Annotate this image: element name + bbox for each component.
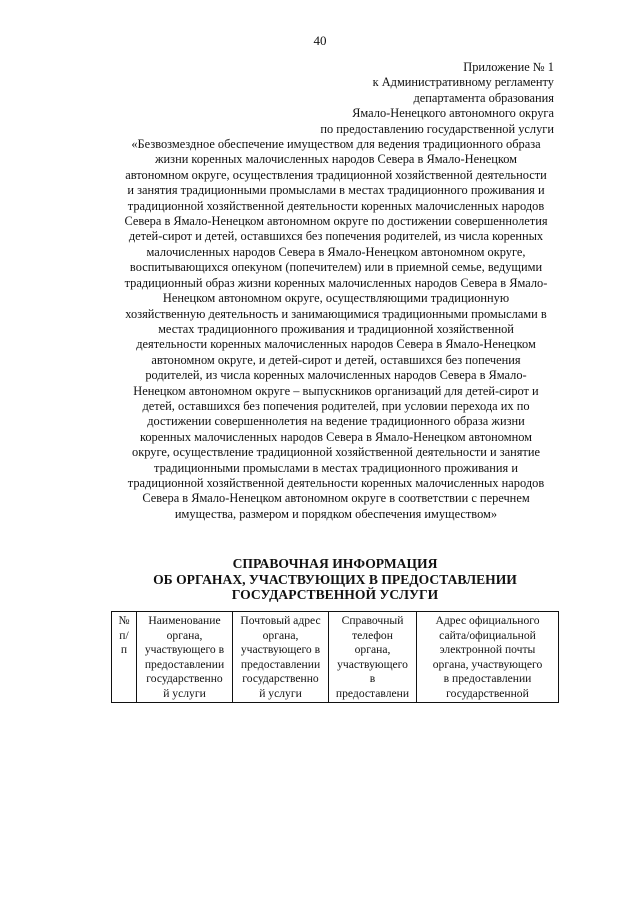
service-name-line: автономном округе, и детей-сирот и детей, оставшихся без попечения	[151, 352, 521, 367]
header-cell-organ-name: Наименование органа, участвующего в предоставлении государственно й услуги	[137, 612, 233, 703]
header-cell-postal-address: Почтовый адрес органа, участвующего в предоставлении государственно й услуги	[233, 612, 329, 703]
appendix-line: по предоставлению государственной услуги	[320, 121, 554, 136]
service-name-line: Ненецком автономном округе, осуществляющими традиционную	[162, 291, 510, 306]
appendix-line: к Административному регламенту	[372, 75, 554, 90]
service-name-line: Ненецком автономном округе – выпускников организаций для детей-сирот и	[133, 383, 539, 398]
service-name-line: детей-сирот и детей, оставшихся без попечения родителей, из числа коренных	[128, 229, 544, 244]
service-name-line: Севера в Ямало-Ненецком автономном округе по достижении совершеннолетия	[124, 214, 548, 229]
service-name-line: традиционной хозяйственной деятельности коренных малочисленных народов	[127, 198, 545, 213]
reference-title-line: ГОСУДАРСТВЕННОЙ УСЛУГИ	[231, 587, 439, 602]
service-name	[118, 137, 554, 522]
service-name-line: автономном округе, осуществления традиционной хозяйственной деятельности	[125, 167, 547, 182]
header-cell-number: № п/ п	[112, 612, 137, 703]
reference-title	[120, 556, 550, 603]
reference-title-line: СПРАВОЧНАЯ ИНФОРМАЦИЯ	[232, 556, 438, 571]
table-header-row	[112, 612, 559, 703]
appendix-line: Приложение № 1	[463, 60, 554, 74]
service-name-line: достижении совершеннолетия на ведение традиционного образа жизни	[147, 414, 525, 429]
service-name-line: воспитывающихся опекуном (попечителем) или в приемной семье, ведущими	[129, 260, 543, 275]
service-name-line: традиционной хозяйственной деятельности коренных малочисленных народов	[127, 475, 545, 490]
service-name-line: местах традиционного проживания и традиционной хозяйственной	[158, 321, 514, 336]
agencies-table	[111, 611, 559, 703]
service-name-line: Севера в Ямало-Ненецком автономном округе в соответствии с перечнем	[142, 491, 530, 506]
service-name-line: и занятия традиционными промыслами в местах традиционного проживания и	[127, 183, 545, 198]
service-name-line: коренных малочисленных народов Севера в Ямало-Ненецком автономном	[139, 429, 533, 444]
service-name-line: родителей, из числа коренных малочисленных народов Севера в Ямало-	[145, 368, 527, 383]
service-name-line: жизни коренных малочисленных народов Севера в Ямало-Ненецком	[154, 152, 518, 167]
service-name-line: хозяйственную деятельность и занимающимися традиционными промыслами в	[125, 306, 547, 321]
service-name-line: традиционными промыслами в местах традиционного проживания и	[154, 460, 518, 475]
header-cell-phone: Справочный телефон органа, участвующего в предоставлени	[329, 612, 417, 703]
appendix-line: департамента образования	[413, 90, 554, 105]
service-name-line: округе, осуществление традиционной хозяйственной деятельности и занятие	[132, 445, 540, 460]
appendix-header	[118, 60, 554, 522]
service-name-line: малочисленных народов Севера в Ямало-Ненецком автономном округе,	[146, 244, 526, 259]
service-name-line: имущества, размером и порядком обеспечения имуществом»	[174, 506, 498, 521]
page-number: 40	[313, 33, 327, 48]
service-name-line: традиционный образ жизни коренных малочисленных народов Севера в Ямало-	[124, 275, 548, 290]
service-name-line: «Безвозмездное обеспечение имуществом для ведения традиционного образа	[131, 137, 541, 152]
service-name-line: деятельности коренных малочисленных народов Севера в Ямало-Ненецком	[136, 337, 536, 352]
service-name-line: детей, оставшихся без попечения родителей, при условии перехода их по	[142, 398, 530, 413]
appendix-line: Ямало-Ненецкого автономного округа	[352, 106, 554, 121]
reference-title-line: ОБ ОРГАНАХ, УЧАСТВУЮЩИХ В ПРЕДОСТАВЛЕНИИ	[153, 571, 517, 587]
header-cell-website-email: Адрес официального сайта/официальной электронной почты органа, участвующего в предоставлении государственной	[417, 612, 559, 703]
